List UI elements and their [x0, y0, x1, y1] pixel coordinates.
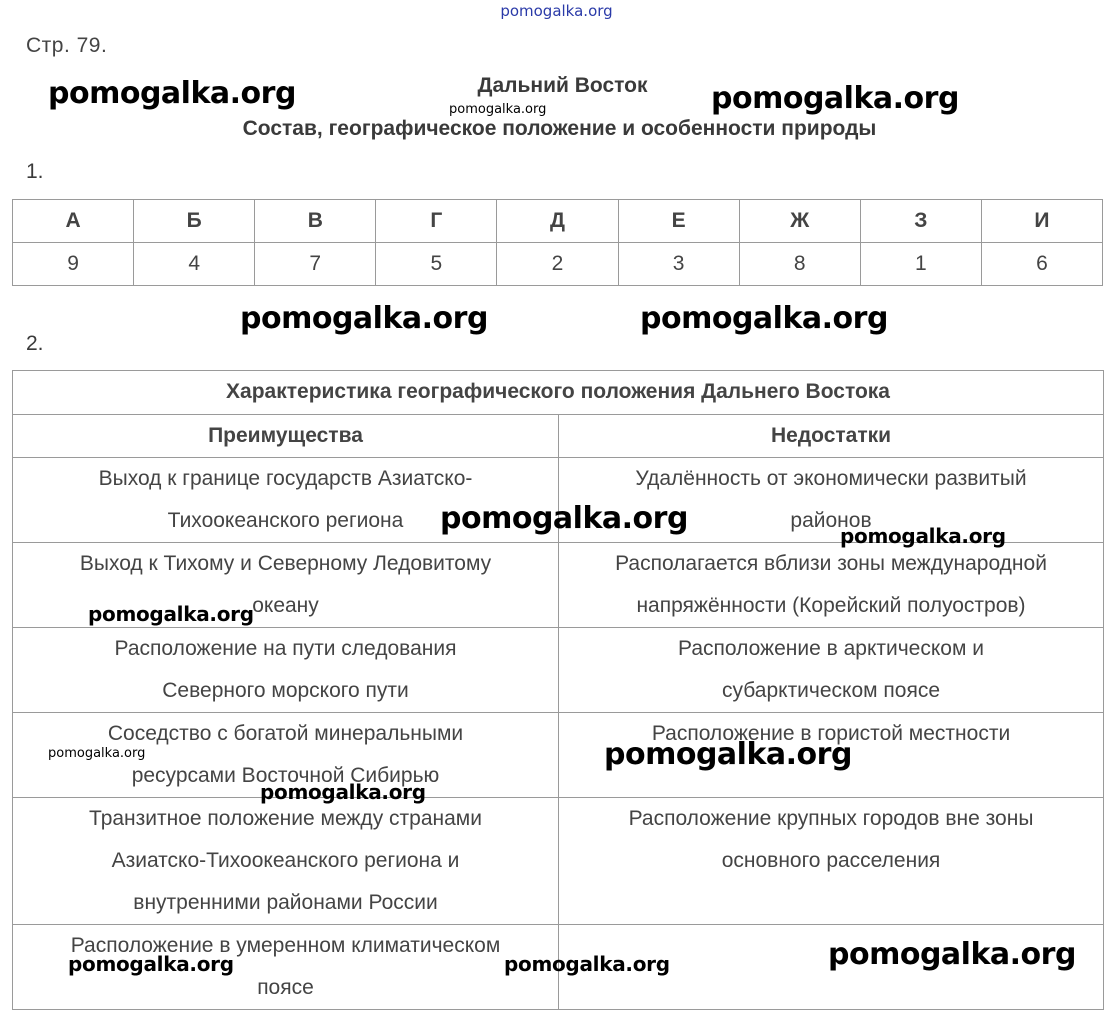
cell-line: Выход к границе государств Азиатско- — [98, 467, 473, 490]
watermark: pomogalka.org — [68, 952, 234, 976]
table-row — [13, 628, 1104, 713]
advantage-cell — [13, 628, 559, 713]
cell-line: основного расселения — [721, 849, 941, 872]
number-cell: 4 — [134, 243, 255, 286]
cell-line: Тихоокеанского региона — [167, 509, 404, 532]
number-cell: 1 — [860, 243, 981, 286]
cell-line: внутренними районами России — [133, 891, 438, 914]
watermark: pomogalka.org — [840, 524, 1006, 548]
page-title: Дальний Восток — [477, 74, 648, 97]
number-cell: 2 — [497, 243, 618, 286]
cell-line: Соседство с богатой минеральными — [107, 722, 464, 745]
cell-line: поясе — [257, 976, 314, 999]
cell-line: напряжённости (Корейский полуостров) — [636, 594, 1026, 617]
letter-cell: В — [255, 200, 376, 243]
cell-line: ресурсами Восточной Сибирью — [131, 764, 440, 787]
watermark: pomogalka.org — [240, 301, 488, 336]
task-2-number: 2. — [26, 332, 44, 355]
cell-line: Располагается вблизи зоны международной — [615, 552, 1047, 575]
watermark: pomogalka.org — [48, 746, 146, 761]
letter-cell: Б — [134, 200, 255, 243]
watermark: pomogalka.org — [604, 737, 852, 772]
number-cell: 5 — [376, 243, 497, 286]
table-caption-row — [13, 371, 1104, 415]
page-subtitle: Состав, географическое положение и особенности природы — [242, 117, 877, 140]
table-row — [13, 798, 1104, 925]
advantage-cell — [13, 798, 559, 925]
watermark: pomogalka.org — [440, 501, 688, 536]
disadvantage-cell — [559, 628, 1104, 713]
cell-line: Расположение в арктическом и — [678, 637, 984, 660]
letter-cell: З — [860, 200, 981, 243]
cell-line: субарктическом поясе — [722, 679, 941, 702]
cell-line: районов — [790, 509, 872, 532]
answer-table-1-values-row — [13, 243, 1103, 286]
watermark: pomogalka.org — [260, 780, 426, 804]
letter-cell: Д — [497, 200, 618, 243]
number-cell: 7 — [255, 243, 376, 286]
letter-cell: Е — [618, 200, 739, 243]
watermark: pomogalka.org — [88, 602, 254, 626]
task-1-number: 1. — [26, 160, 44, 183]
cell-line: Расположение на пути следования — [114, 637, 457, 660]
letter-cell: Ж — [739, 200, 860, 243]
advantages-header: Преимущества — [13, 415, 559, 458]
answer-table-1 — [12, 199, 1103, 286]
table-header-row — [13, 415, 1104, 458]
letter-cell: А — [13, 200, 134, 243]
table-caption: Характеристика географического положения Дальнего Востока — [13, 371, 1104, 415]
cell-line: Азиатско-Тихоокеанского региона и — [111, 849, 460, 872]
cell-line: Транзитное положение между странами — [89, 807, 482, 830]
disadvantage-cell — [559, 798, 1104, 925]
disadvantages-header: Недостатки — [559, 415, 1104, 458]
number-cell: 6 — [981, 243, 1102, 286]
watermark: pomogalka.org — [449, 102, 547, 117]
cell-line: Расположение в умеренном климатическом — [70, 934, 501, 957]
characteristics-table — [12, 370, 1104, 1010]
watermark: pomogalka.org — [640, 301, 888, 336]
letter-cell: Г — [376, 200, 497, 243]
number-cell: 9 — [13, 243, 134, 286]
cell-line: Выход к Тихому и Северному Ледовитому — [79, 552, 492, 575]
letter-cell: И — [981, 200, 1102, 243]
watermark: pomogalka.org — [504, 952, 670, 976]
table-row — [13, 713, 1104, 798]
watermark-top: pomogalka.org — [500, 2, 613, 20]
disadvantage-cell — [559, 543, 1104, 628]
cell-line: Удалённость от экономически развитый — [635, 467, 1027, 490]
cell-line: Расположение крупных городов вне зоны — [628, 807, 1034, 830]
number-cell: 3 — [618, 243, 739, 286]
watermark: pomogalka.org — [711, 81, 959, 116]
cell-line: Расположение в гористой местности — [651, 722, 1011, 745]
watermark: pomogalka.org — [48, 76, 296, 111]
number-cell: 8 — [739, 243, 860, 286]
cell-line: Северного морского пути — [162, 679, 409, 702]
answer-table-1-header-row — [13, 200, 1103, 243]
watermark: pomogalka.org — [828, 937, 1076, 972]
page-reference: Стр. 79. — [26, 34, 108, 57]
cell-line: океану — [252, 594, 319, 617]
